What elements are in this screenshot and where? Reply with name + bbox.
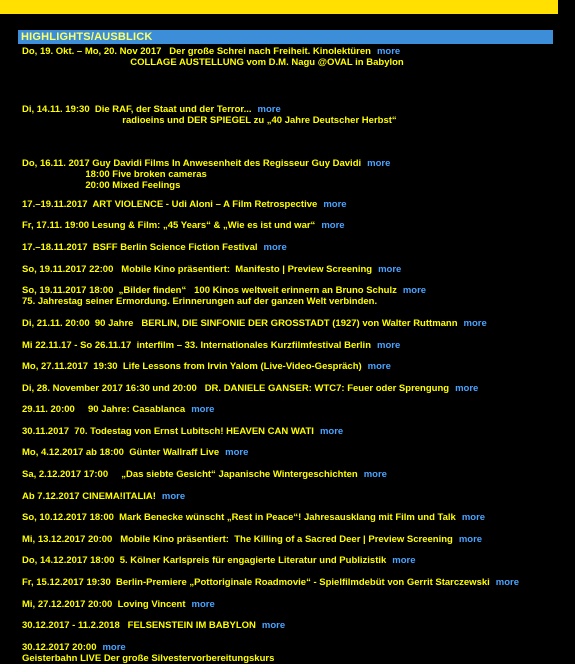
event-text: Do, 19. Okt. – Mo, 20. Nov 2017 Der große Schrei nach Freiheit. Kinolektüren (22, 46, 371, 57)
event-item (22, 285, 570, 307)
event-text: Sa, 2.12.2017 17:00 „Das siebte Gesicht“ Japanische Wintergeschichten (22, 469, 358, 480)
event-line (22, 115, 570, 126)
event-item (22, 383, 570, 394)
more-link[interactable]: more (319, 426, 344, 437)
event-text: Di, 14.11. 19:30 Die RAF, der Staat und der Terror... (22, 104, 252, 115)
event-item (22, 469, 570, 480)
more-link[interactable]: more (321, 220, 345, 231)
event-item (22, 264, 570, 275)
event-line (22, 577, 570, 588)
event-item (22, 46, 570, 68)
event-line (22, 447, 570, 458)
event-text: Mo, 27.11.2017 19:30 Life Lessons from Irvin Yalom (Live-Video-Gespräch) (22, 361, 362, 372)
event-text: 30.11.2017 70. Todestag von Ernst Lubitsch! HEAVEN CAN WATI (22, 426, 314, 437)
more-link[interactable]: more (261, 620, 286, 631)
event-text: COLLAGE AUSTELLUNG vom D.M. Nagu @OVAL in Babylon (22, 57, 404, 68)
more-link[interactable]: more (367, 158, 391, 169)
event-item (22, 104, 570, 126)
event-text: Fr, 17.11. 19:00 Lesung & Film: „45 Years“ & „Wie es ist und war“ (22, 220, 316, 231)
more-link[interactable]: more (161, 491, 186, 502)
event-text: So, 19.11.2017 22:00 Mobile Kino präsentiert: Manifesto | Preview Screening (22, 264, 373, 275)
event-text: 20:00 Mixed Feelings (22, 180, 181, 191)
event-line (22, 296, 570, 307)
event-text: Mi, 13.12.2017 20:00 Mobile Kino präsentiert: The Killing of a Sacred Deer | Preview Screening (22, 534, 453, 545)
event-item (22, 220, 570, 231)
event-line (22, 285, 570, 296)
event-item (22, 642, 570, 664)
event-text: Mi, 27.12.2017 20:00 Loving Vincent (22, 599, 186, 610)
event-item (22, 534, 570, 545)
more-link[interactable]: more (455, 383, 479, 394)
event-item (22, 491, 570, 502)
event-line (22, 158, 570, 169)
event-item (22, 426, 570, 437)
event-text: Geisterbahn LIVE Der große Silvestervorbereitungskurs (22, 653, 275, 664)
more-link[interactable]: more (367, 361, 391, 372)
event-text: Do, 14.12.2017 18:00 5. Kölner Karlspreis für engagierte Literatur und Publizistik (22, 555, 387, 566)
event-text: 75. Jahrestag seiner Ermordung. Erinnerungen auf der ganzen Welt verbinden. (22, 296, 378, 307)
event-line (22, 555, 570, 566)
top-bar-gap (558, 0, 575, 14)
event-item (22, 158, 570, 191)
more-link[interactable]: more (461, 512, 486, 523)
event-item (22, 555, 570, 566)
event-item (22, 512, 570, 523)
event-line (22, 404, 570, 415)
event-line (22, 642, 570, 653)
event-item (22, 577, 570, 588)
event-line (22, 220, 570, 231)
event-line (22, 620, 570, 631)
event-text: Ab 7.12.2017 CINEMA!ITALIA! (22, 491, 156, 502)
event-line (22, 491, 570, 502)
event-item (22, 340, 570, 351)
event-text: So, 19.11.2017 18:00 „Bilder finden“ 100 Kinos weltweit erinnern an Bruno Schulz (22, 285, 397, 296)
event-line (22, 383, 570, 394)
more-link[interactable]: more (363, 469, 387, 480)
event-item (22, 599, 570, 610)
more-link[interactable]: more (191, 599, 215, 610)
event-line (22, 361, 570, 372)
top-yellow-bar (0, 0, 558, 14)
more-link[interactable]: more (257, 104, 281, 115)
more-link[interactable]: more (495, 577, 520, 588)
event-text: 17.–19.11.2017 ART VIOLENCE - Udi Aloni – A Film Retrospective (22, 199, 318, 210)
event-line (22, 534, 570, 545)
more-link[interactable]: more (102, 642, 126, 653)
event-text: Mo, 4.12.2017 ab 18:00 Günter Wallraff Live (22, 447, 220, 458)
more-link[interactable]: more (458, 534, 483, 545)
event-text: So, 10.12.2017 18:00 Mark Benecke wünscht „Rest in Peace“! Jahresausklang mit Film und Talk (22, 512, 456, 523)
more-link[interactable]: more (378, 264, 402, 275)
more-link[interactable]: more (402, 285, 427, 296)
more-link[interactable]: more (225, 447, 249, 458)
event-line (22, 57, 570, 68)
event-text: 30.12.2017 20:00 (22, 642, 97, 653)
event-text: Di, 21.11. 20:00 90 Jahre BERLIN, DIE SINFONIE DER GROSSTADT (1927) von Walter Ruttmann (22, 318, 458, 329)
event-item (22, 447, 570, 458)
more-link[interactable]: more (463, 318, 487, 329)
event-item (22, 199, 570, 210)
event-item (22, 361, 570, 372)
more-link[interactable]: more (377, 340, 401, 351)
event-line (22, 599, 570, 610)
event-line (22, 46, 570, 57)
highlights-header: HIGHLIGHTS/AUSBLICK (18, 30, 553, 44)
event-text: Fr, 15.12.2017 19:30 Berlin-Premiere „Pottoriginale Roadmovie“ - Spielfilmdebüt von Gerrit Starczewski (22, 577, 490, 588)
event-text: Mi 22.11.17 - So 26.11.17 interfilm – 33. Internationales Kurzfilmfestival Berlin (22, 340, 371, 351)
event-line (22, 199, 570, 210)
event-line (22, 340, 570, 351)
event-line (22, 169, 570, 180)
event-item (22, 404, 570, 415)
more-link[interactable]: more (392, 555, 416, 566)
more-link[interactable]: more (191, 404, 215, 415)
event-item (22, 318, 570, 329)
event-line (22, 426, 570, 437)
event-line (22, 318, 570, 329)
event-line (22, 104, 570, 115)
event-line (22, 180, 570, 191)
event-text: 29.11. 20:00 90 Jahre: Casablanca (22, 404, 186, 415)
event-line (22, 469, 570, 480)
event-line (22, 264, 570, 275)
event-line (22, 512, 570, 523)
event-item (22, 620, 570, 631)
more-link[interactable]: more (376, 46, 401, 57)
more-link[interactable]: more (263, 242, 287, 253)
event-text: 18:00 Five broken cameras (22, 169, 207, 180)
event-text: 30.12.2017 - 11.2.2018 FELSENSTEIN IM BABYLON (22, 620, 256, 631)
more-link[interactable]: more (323, 199, 347, 210)
event-text: Do, 16.11. 2017 Guy Davidi Films In Anwesenheit des Regisseur Guy Davidi (22, 158, 362, 169)
event-text: 17.–18.11.2017 BSFF Berlin Science Fiction Festival (22, 242, 258, 253)
event-line (22, 653, 570, 664)
event-item (22, 242, 570, 253)
event-text: Di, 28. November 2017 16:30 und 20:00 DR. DANIELE GANSER: WTC7: Feuer oder Sprengung (22, 383, 450, 394)
event-text: radioeins und DER SPIEGEL zu „40 Jahre Deutscher Herbst“ (22, 115, 397, 126)
event-line (22, 242, 570, 253)
